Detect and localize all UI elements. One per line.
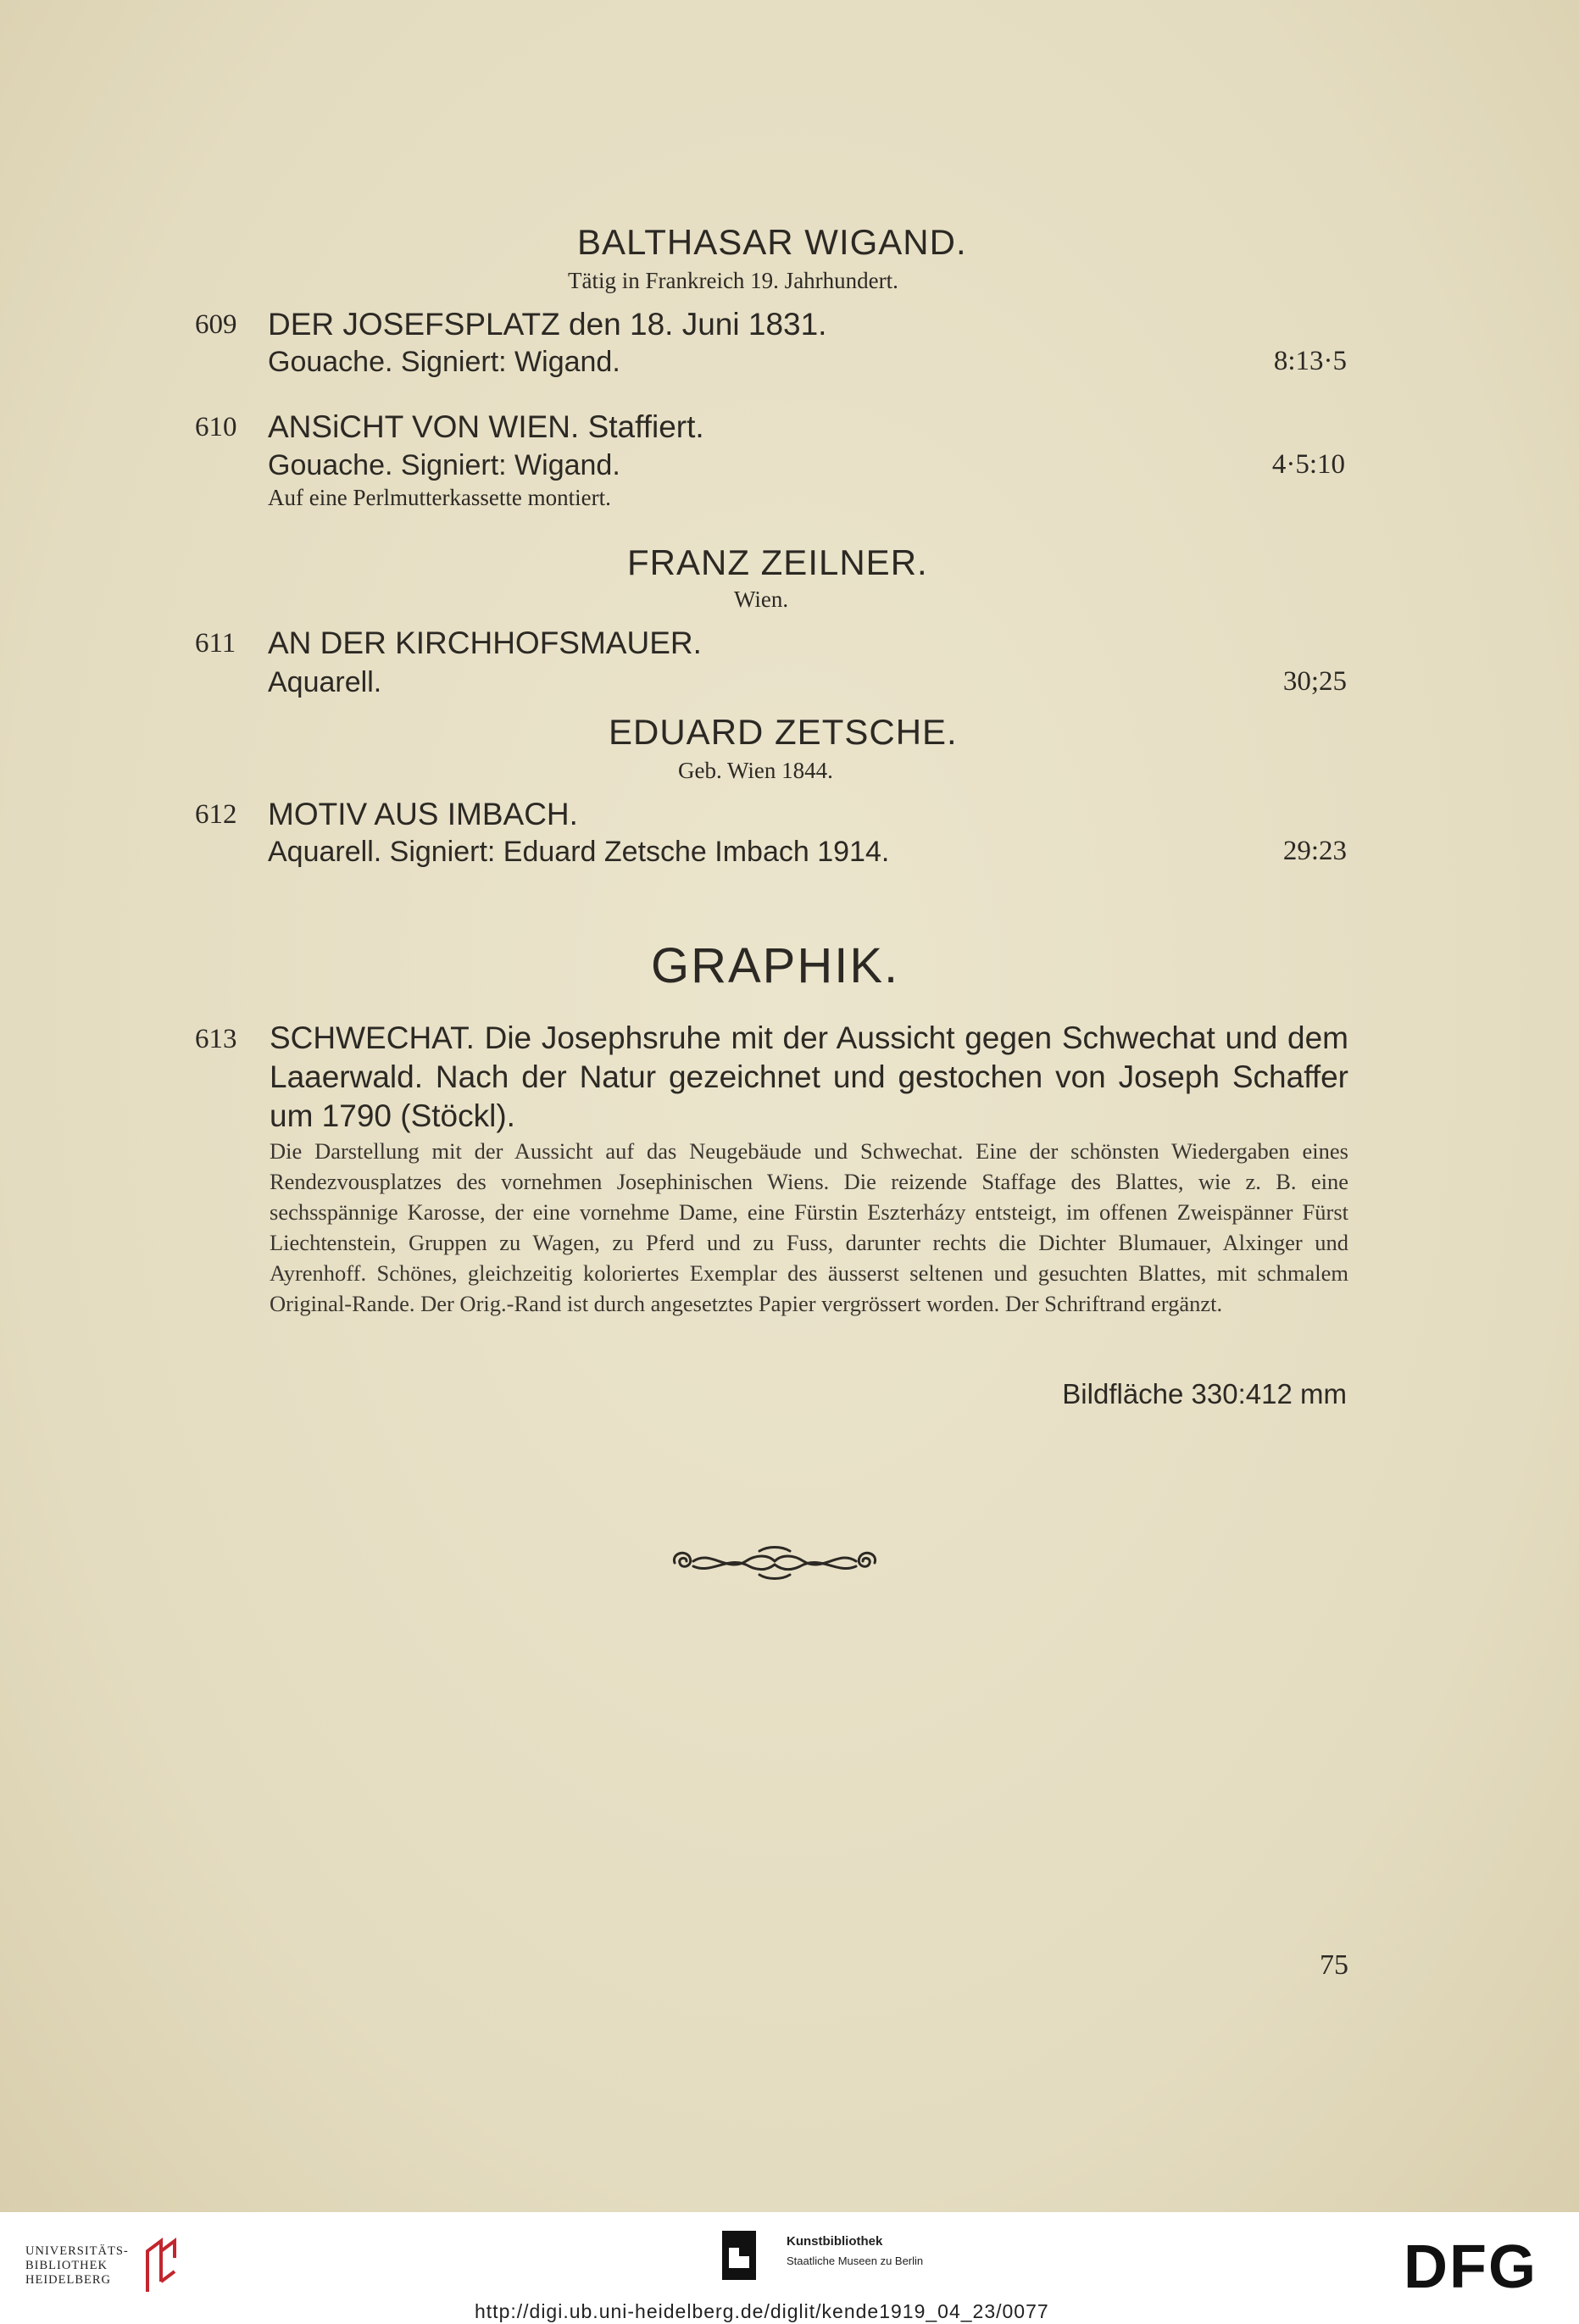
library-name: [25, 2244, 129, 2288]
museum-subtitle: Staatliche Museen zu Berlin: [787, 2255, 924, 2267]
entry-measure: 8:13·5: [1273, 346, 1347, 376]
library-line: UNIVERSITÄTS-: [25, 2244, 129, 2258]
entry-details: Aquarell.: [268, 666, 382, 698]
entry-measure: Bildfläche 330:412 mm: [1062, 1378, 1347, 1409]
museum-name: Kunstbibliothek: [787, 2234, 883, 2249]
entry-measure: 30;25: [1282, 666, 1347, 697]
artist-heading: EDUARD ZETSCHE.: [609, 712, 958, 752]
artist-subtitle: Geb. Wien 1844.: [678, 758, 833, 783]
entry-details: Aquarell. Signiert: Eduard Zetsche Imbach 1914.: [268, 836, 890, 868]
section-heading: GRAPHIK.: [651, 938, 900, 993]
artist-subtitle: Tätig in Frankreich 19. Jahrhundert.: [568, 268, 898, 293]
dfg-logo: DFG: [1404, 2233, 1537, 2301]
artist-heading: FRANZ ZEILNER.: [627, 542, 928, 582]
entry-title: DER JOSEFSPLATZ den 18. Juni 1831.: [268, 307, 827, 342]
library-line: BIBLIOTHEK: [25, 2259, 108, 2272]
entry-number: 609: [195, 309, 237, 340]
entry-title: MOTIV AUS IMBACH.: [268, 797, 578, 831]
entry-measure: 4·5:10: [1271, 449, 1345, 480]
entry-details: Gouache. Signiert: Wigand.: [268, 449, 620, 481]
entry-details: Gouache. Signiert: Wigand.: [268, 346, 620, 378]
entry-title: AN DER KIRCHHOFSMAUER.: [268, 625, 702, 660]
source-url[interactable]: http://digi.ub.uni-heidelberg.de/diglit/kende1919_04_23/0077: [475, 2300, 1049, 2322]
entry-measure: 29:23: [1282, 836, 1347, 866]
page-number: 75: [1320, 1949, 1348, 1981]
library-logo-icon: [141, 2234, 183, 2295]
ornament-flourish-icon: [668, 1544, 881, 1582]
entry-number: 613: [195, 1024, 237, 1054]
entry-title: ANSiCHT VON WIEN. Staffiert.: [268, 409, 704, 444]
entry-number: 612: [195, 799, 237, 830]
entry-lead-text: SCHWECHAT. Die Josephsruhe mit der Aussicht gegen Schwechat und dem Laaerwald. Nach der Natur gezeichnet und gestochen von Joseph Schaffer um 1790 (Stöckl).: [270, 1020, 1348, 1133]
entry-number: 610: [195, 412, 237, 442]
entry-description: Die Darstellung mit der Aussicht auf das Neugebäude und Schwechat. Eine der schönsten Wiedergaben eines Rendezvousplatzes des vornehmen Josephinischen Wiens. Die reizende Staffage des Blattes, wie z. B. eine sechsspännige Karosse, der eine vornehme Dame, eine Fürstin Eszterházy entsteigt, im offenen Zweispänner Fürst Liechtenstein, Gruppen zu Wagen, zu Pferd und zu Fuss, darunter rechts die Dichter Blumauer, Alxinger und Ayrenhoff. Schönes, gleichzeitig koloriertes Exemplar des äusserst seltenen und gesuchten Blattes, mit schmalem Original-Rande. Der Orig.-Rand ist durch angesetztes Papier vergrössert worden. Der Schriftrand ergänzt.: [270, 1138, 1348, 1316]
museum-logo-icon: [722, 2231, 756, 2280]
entry-number: 611: [195, 628, 236, 659]
artist-heading: BALTHASAR WIGAND.: [577, 222, 967, 262]
footer-bar: [0, 2212, 1579, 2324]
library-line: HEIDELBERG: [25, 2273, 112, 2287]
entry-note: Auf eine Perlmutterkassette montiert.: [268, 485, 611, 510]
artist-subtitle: Wien.: [734, 587, 789, 612]
